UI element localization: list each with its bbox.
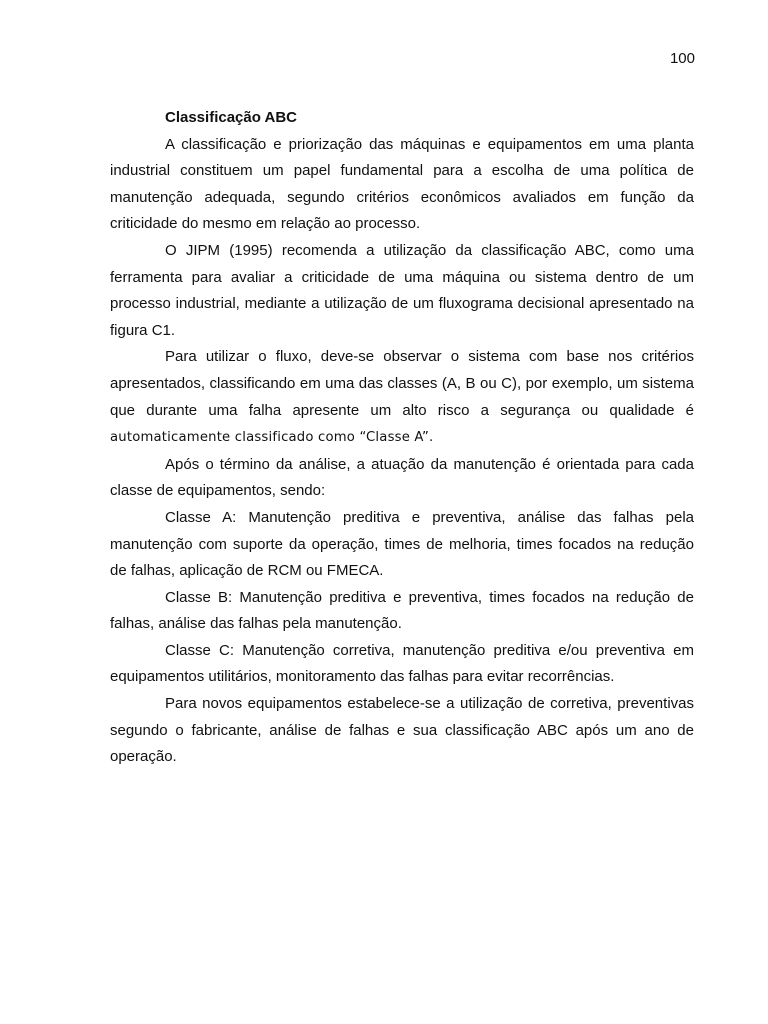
paragraph-1 <box>110 132 694 238</box>
paragraph-7 <box>110 638 694 691</box>
paragraph-2-text: O JIPM (1995) recomenda a utilização da classificação ABC, como uma ferramenta para avaliar a criticidade de uma máquina ou sistema dentro de um processo industrial, mediante a utilização de um fluxograma decisional apresentado na figura C1. <box>110 241 694 339</box>
section-heading: Classificação ABC <box>165 109 297 126</box>
paragraph-4 <box>110 452 694 505</box>
paragraph-6 <box>110 585 694 638</box>
paragraph-3-tail: automaticamente classificado como “Classe A”. <box>110 430 434 446</box>
paragraph-8-text: Para novos equipamentos estabelece-se a utilização de corretiva, preventivas segundo o fabricante, análise de falhas e sua classificação ABC após um ano de operação. <box>110 695 694 766</box>
paragraph-3-text: Para utilizar o fluxo, deve-se observar o sistema com base nos critérios apresentados, classificando em uma das classes (A, B ou C), por exemplo, um sistema que durante uma falha apresente um alto risco a segurança ou qualidade é <box>110 348 694 419</box>
paragraph-3 <box>110 344 694 451</box>
paragraph-7-text: Classe C: Manutenção corretiva, manutenção preditiva e/ou preventiva em equipamentos utilitários, monitoramento das falhas para evitar recorrências. <box>110 641 694 686</box>
document-body <box>110 105 694 771</box>
paragraph-4-text: Após o término da análise, a atuação da manutenção é orientada para cada classe de equipamentos, sendo: <box>110 455 694 500</box>
paragraph-5 <box>110 505 694 585</box>
paragraph-2 <box>110 238 694 344</box>
paragraph-1-text: A classificação e priorização das máquinas e equipamentos em uma planta industrial constituem um papel fundamental para a escolha de uma política de manutenção adequada, segundo critérios econômicos avaliados em função da criticidade do mesmo em relação ao processo. <box>110 135 694 233</box>
page-number: 100 <box>669 50 695 67</box>
paragraph-6-text: Classe B: Manutenção preditiva e preventiva, times focados na redução de falhas, análise das falhas pela manutenção. <box>110 588 694 633</box>
paragraph-5-text: Classe A: Manutenção preditiva e preventiva, análise das falhas pela manutenção com suporte da operação, times de melhoria, times focados na redução de falhas, aplicação de RCM ou FMECA. <box>110 508 694 580</box>
paragraph-8 <box>110 691 694 771</box>
